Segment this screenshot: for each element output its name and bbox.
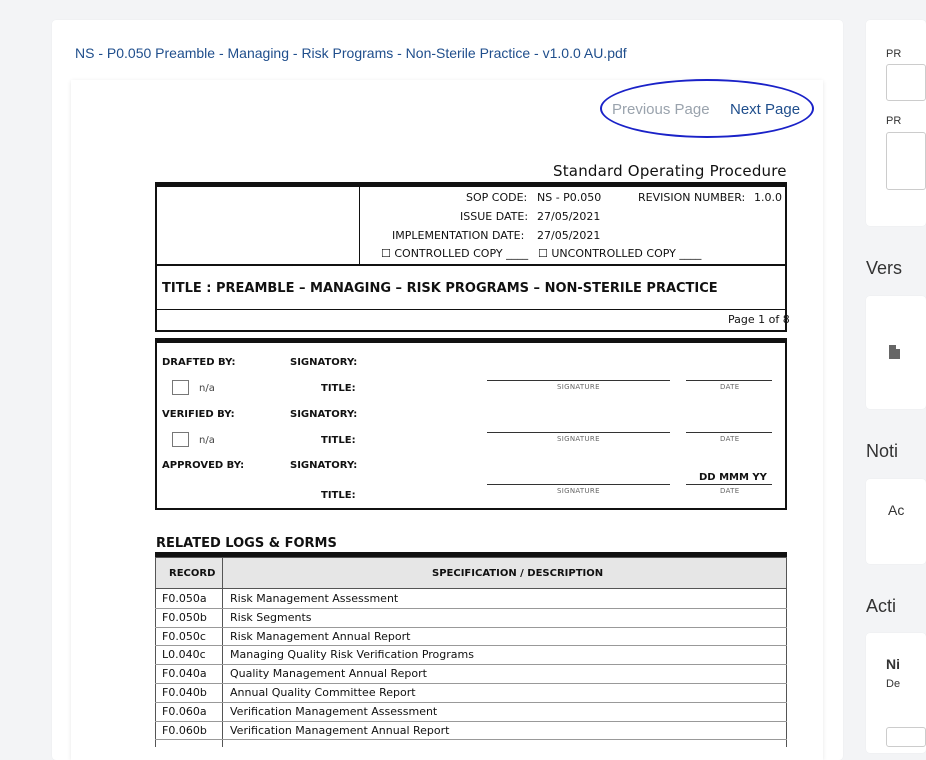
property-label-2: PR: [886, 115, 902, 127]
date-line: [686, 432, 772, 433]
signature-caption: SIGNATURE: [557, 383, 600, 391]
drafted-by-label: DRAFTED BY:: [162, 357, 236, 368]
description-cell: Managing Quality Risk Verification Programs: [230, 648, 474, 662]
record-cell: L0.040c: [162, 648, 206, 662]
notice-text: Ac: [888, 502, 905, 518]
table-row-divider: [155, 683, 787, 684]
signature-line: [487, 484, 670, 485]
description-cell: Quality Management Annual Report: [230, 667, 427, 681]
date-line: [686, 380, 772, 381]
description-cell: Verification Management Annual Report: [230, 723, 450, 737]
property-field-1[interactable]: [886, 64, 926, 101]
issue-date-label: ISSUE DATE:: [460, 210, 529, 223]
implementation-date-label: IMPLEMENTATION DATE:: [392, 229, 525, 242]
spec-column-header: SPECIFICATION / DESCRIPTION: [432, 568, 604, 579]
table-row-divider: [155, 627, 787, 628]
table-row-divider: [155, 702, 787, 703]
na-label: n/a: [199, 383, 215, 394]
record-cell: F0.050a: [162, 592, 207, 605]
date-caption: DATE: [720, 383, 740, 391]
versions-heading: Vers: [866, 258, 903, 278]
verified-by-label: VERIFIED BY:: [162, 409, 235, 420]
notices-heading: Noti: [866, 441, 899, 461]
controlled-copy-checkbox: ☐ CONTROLLED COPY ____: [381, 247, 529, 260]
document-title: TITLE : PREAMBLE – MANAGING – RISK PROGRAMS – NON-STERILE PRACTICE: [162, 281, 718, 296]
table-row-divider: [155, 739, 787, 740]
signatory-label: SIGNATORY:: [290, 460, 358, 471]
activity-input[interactable]: [886, 727, 926, 747]
date-caption: DATE: [720, 435, 740, 443]
signature-line: [487, 380, 670, 381]
header-rule: [156, 264, 786, 266]
description-cell: Risk Management Annual Report: [230, 629, 411, 643]
signatory-label: SIGNATORY:: [290, 409, 358, 420]
date-caption: DATE: [720, 487, 740, 495]
verified-na-checkbox: [172, 432, 189, 447]
signature-caption: SIGNATURE: [557, 435, 600, 443]
uncontrolled-copy-checkbox: ☐ UNCONTROLLED COPY ____: [538, 247, 702, 260]
notices-card: [866, 479, 926, 564]
table-row-divider: [155, 664, 787, 665]
revision-label: REVISION NUMBER:: [638, 191, 746, 204]
sop-code-label: SOP CODE:: [466, 191, 528, 204]
description-cell: Annual Quality Committee Report: [230, 686, 416, 699]
record-cell: F0.050b: [162, 610, 207, 624]
implementation-date-value: 27/05/2021: [537, 229, 601, 242]
property-label-1: PR: [886, 48, 902, 60]
title-label: TITLE:: [321, 435, 356, 446]
property-field-2[interactable]: [886, 132, 926, 190]
na-label: n/a: [199, 435, 215, 446]
sop-heading: Standard Operating Procedure: [553, 162, 787, 180]
related-logs-heading: RELATED LOGS & FORMS: [156, 536, 337, 551]
table-row-divider: [155, 645, 787, 646]
next-page-button[interactable]: Next Page: [730, 101, 801, 118]
drafted-na-checkbox: [172, 380, 189, 395]
issue-date-value: 27/05/2021: [537, 210, 601, 223]
record-cell: F0.040a: [162, 667, 207, 681]
signatory-label: SIGNATORY:: [290, 357, 358, 368]
sop-code-value: NS - P0.050: [537, 191, 602, 204]
signature-line: [487, 432, 670, 433]
description-cell: Verification Management Assessment: [230, 704, 438, 718]
file-name-link[interactable]: NS - P0.050 Preamble - Managing - Risk Programs - Non-Sterile Practice - v1.0.0 AU.pdf: [75, 45, 627, 61]
table-row-divider: [155, 608, 787, 609]
revision-value: 1.0.0: [754, 191, 782, 204]
description-cell: Risk Management Assessment: [230, 592, 399, 605]
record-column-header: RECORD: [169, 568, 216, 579]
file-icon[interactable]: [889, 345, 900, 359]
date-placeholder: DD MMM YY: [699, 472, 767, 483]
record-cell: F0.060a: [162, 704, 207, 718]
title-label: TITLE:: [321, 383, 356, 394]
description-cell: Risk Segments: [230, 610, 312, 624]
record-cell: F0.050c: [162, 629, 206, 643]
date-line: [686, 484, 772, 485]
previous-page-button[interactable]: Previous Page: [612, 101, 710, 118]
table-column-divider: [222, 557, 223, 747]
signature-caption: SIGNATURE: [557, 487, 600, 495]
header-divider: [359, 184, 360, 264]
activity-heading: Acti: [866, 596, 897, 616]
activity-subtext: De: [886, 678, 901, 690]
record-cell: F0.060b: [162, 723, 207, 737]
record-cell: F0.040b: [162, 686, 207, 699]
approved-by-label: APPROVED BY:: [162, 460, 245, 471]
title-label: TITLE:: [321, 490, 356, 501]
table-row-divider: [155, 721, 787, 722]
activity-user-name: Ni: [886, 656, 900, 672]
page-indicator: Page 1 of 8: [728, 313, 790, 326]
title-rule: [156, 309, 786, 310]
